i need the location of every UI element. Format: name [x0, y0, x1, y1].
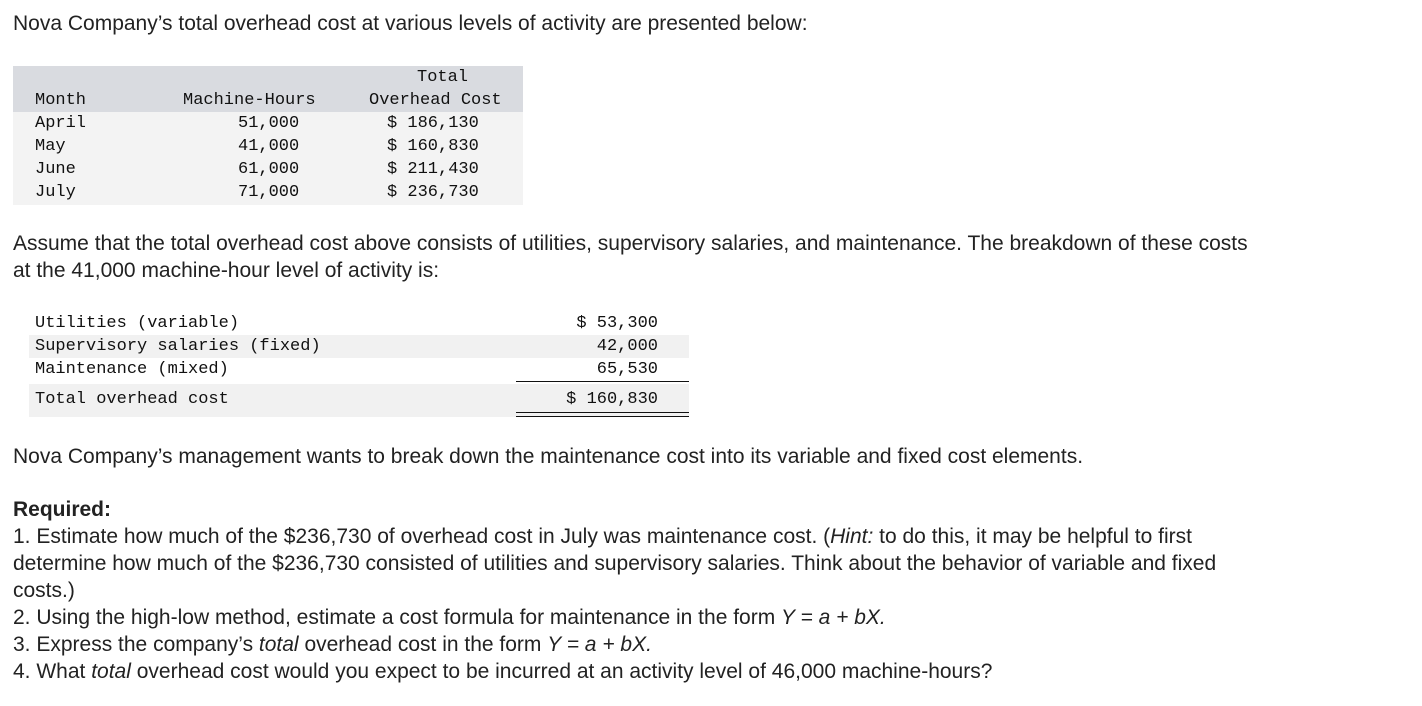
- row-machine-hours: 51,000: [238, 114, 300, 133]
- q2-text: 2. Using the high-low method, estimate a cost formula for maintenance in the form: [13, 606, 782, 629]
- assume-text-line2: at the 41,000 machine-hour level of activity is:: [13, 259, 440, 282]
- question-1: [13, 524, 1192, 550]
- row-month: May: [35, 137, 66, 156]
- question-2: [13, 605, 886, 631]
- q3-text-b: overhead cost in the form: [298, 633, 548, 656]
- row-machine-hours: 41,000: [238, 137, 300, 156]
- assume-text-line1: Assume that the total overhead cost above consists of utilities, supervisory salaries, and maintenance. The breakdown of these costs: [13, 232, 1248, 255]
- cost-value: $ 53,300: [576, 314, 658, 333]
- row-overhead-cost: $ 211,430: [387, 160, 479, 179]
- management-text: Nova Company’s management wants to break down the maintenance cost into its variable and fixed cost elements.: [13, 445, 1084, 468]
- row-machine-hours: 71,000: [238, 183, 300, 202]
- question-1-line3: costs.): [13, 579, 75, 602]
- cost-value: 65,530: [596, 360, 658, 379]
- header-overhead-cost: Overhead Cost: [369, 91, 502, 110]
- cost-value: 42,000: [596, 337, 658, 356]
- q4-total: total: [91, 660, 131, 683]
- q3-text-a: 3. Express the company’s: [13, 633, 259, 656]
- header-total: Total: [417, 68, 469, 87]
- cost-label: Supervisory salaries (fixed): [35, 337, 321, 356]
- overhead-table: [13, 66, 523, 205]
- total-double-rule: [516, 412, 689, 417]
- q1-hint: Hint:: [830, 525, 874, 548]
- intro-text: Nova Company’s total overhead cost at various levels of activity are presented below:: [13, 12, 808, 35]
- header-month: Month: [35, 91, 87, 110]
- row-machine-hours: 61,000: [238, 160, 300, 179]
- q1-text-a: 1. Estimate how much of the $236,730 of overhead cost in July was maintenance cost. (: [13, 525, 831, 548]
- question-4: [13, 659, 992, 685]
- cost-breakdown-table: [29, 312, 689, 417]
- q1-text-b: to do this, it may be helpful to first: [873, 525, 1192, 548]
- header-machine-hours: Machine-Hours: [183, 91, 316, 110]
- question-3: [13, 632, 652, 658]
- subtotal-rule: [516, 381, 689, 382]
- row-month: July: [35, 183, 76, 202]
- row-overhead-cost: $ 160,830: [387, 137, 479, 156]
- total-label: Total overhead cost: [35, 390, 229, 409]
- cost-label: Maintenance (mixed): [35, 360, 229, 379]
- question-1-line2: determine how much of the $236,730 consisted of utilities and supervisory salaries. Think about the behavior of variable and fixed: [13, 552, 1217, 575]
- q3-formula: Y = a + bX.: [547, 633, 652, 656]
- row-overhead-cost: $ 186,130: [387, 114, 479, 133]
- required-heading: [13, 497, 111, 523]
- required-label: Required:: [13, 498, 112, 521]
- q2-formula: Y = a + bX.: [781, 606, 886, 629]
- row-month: April: [35, 114, 87, 133]
- cost-label: Utilities (variable): [35, 314, 240, 333]
- q4-text-b: overhead cost would you expect to be incurred at an activity level of 46,000 machine-hours?: [130, 660, 993, 683]
- q3-total: total: [258, 633, 299, 656]
- row-overhead-cost: $ 236,730: [387, 183, 479, 202]
- row-month: June: [35, 160, 76, 179]
- total-value: $ 160,830: [566, 390, 658, 409]
- q4-text-a: 4. What: [13, 660, 92, 683]
